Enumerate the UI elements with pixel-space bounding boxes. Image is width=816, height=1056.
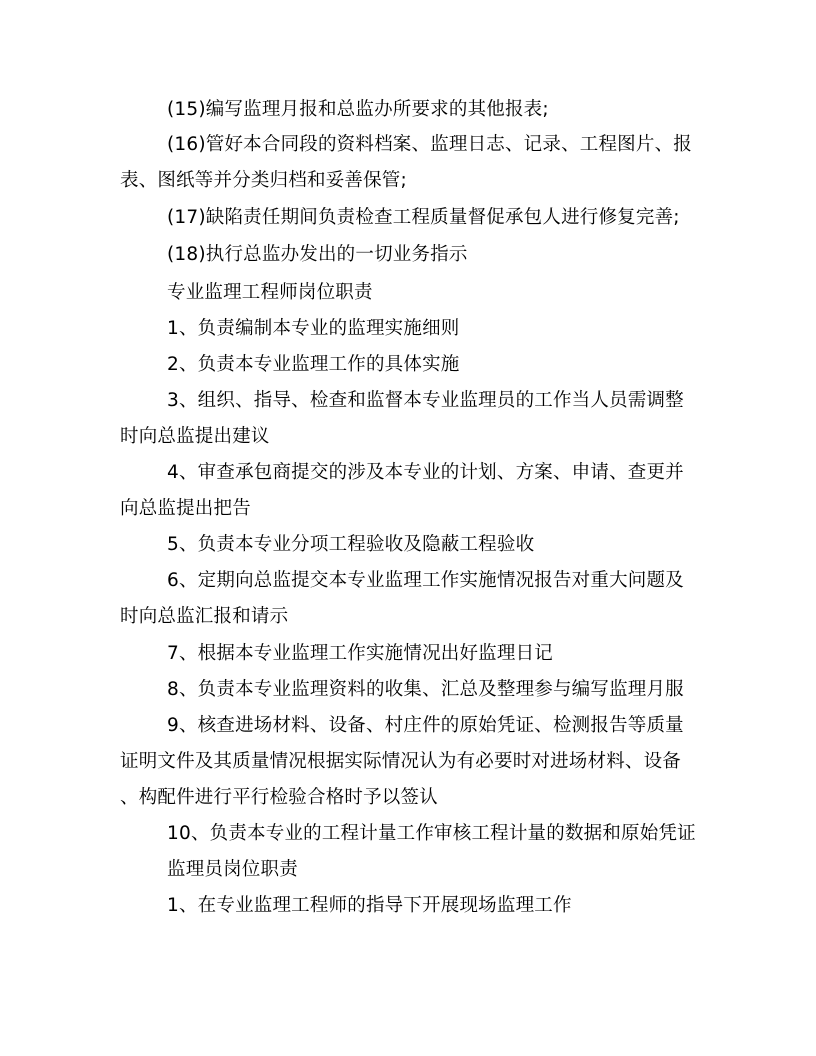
- list-item: 8、负责本专业监理资料的收集、汇总及整理参与编写监理月服: [167, 679, 684, 700]
- text-line: (15)编写监理月报和总监办所要求的其他报表;: [167, 99, 549, 120]
- list-item: 5、负责本专业分项工程验收及隐蔽工程验收: [167, 534, 535, 555]
- list-item-continuation: 向总监提出把告: [120, 498, 251, 519]
- text-line: (18)执行总监办发出的一切业务指示: [167, 244, 468, 265]
- list-item: 9、核查进场材料、设备、村庄件的原始凭证、检测报告等质量: [167, 715, 684, 736]
- list-item: 10、负责本专业的工程计量工作审核工程计量的数据和原始凭证: [167, 823, 696, 844]
- list-item: 4、审查承包商提交的涉及本专业的计划、方案、申请、查更并: [167, 462, 684, 483]
- text-line: (16)管好本合同段的资料档案、监理日志、记录、工程图片、报: [167, 134, 692, 155]
- text-line: (17)缺陷责任期间负责检查工程质量督促承包人进行修复完善;: [167, 207, 680, 228]
- section-heading: 专业监理工程师岗位职责: [167, 282, 373, 303]
- list-item-continuation: 、构配件进行平行检验合格时予以签认: [120, 787, 438, 808]
- list-item: 2、负责本专业监理工作的具体实施: [167, 354, 460, 375]
- text-line: 表、图纸等并分类归档和妥善保管;: [120, 170, 407, 191]
- list-item-continuation: 时向总监汇报和请示: [120, 606, 289, 627]
- list-item: 7、根据本专业监理工作实施情况出好监理日记: [167, 643, 553, 664]
- list-item-continuation: 时向总监提出建议: [120, 426, 270, 447]
- section-heading: 监理员岗位职责: [167, 859, 298, 880]
- list-item: 6、定期向总监提交本专业监理工作实施情况报告对重大问题及: [167, 570, 684, 591]
- list-item: 1、负责编制本专业的监理实施细则: [167, 318, 460, 339]
- list-item: 1、在专业监理工程师的指导下开展现场监理工作: [167, 895, 572, 916]
- list-item: 3、组织、指导、检查和监督本专业监理员的工作当人员需调整: [167, 390, 684, 411]
- list-item-continuation: 证明文件及其质量情况根据实际情况认为有必要时对进场材料、设备: [120, 751, 682, 772]
